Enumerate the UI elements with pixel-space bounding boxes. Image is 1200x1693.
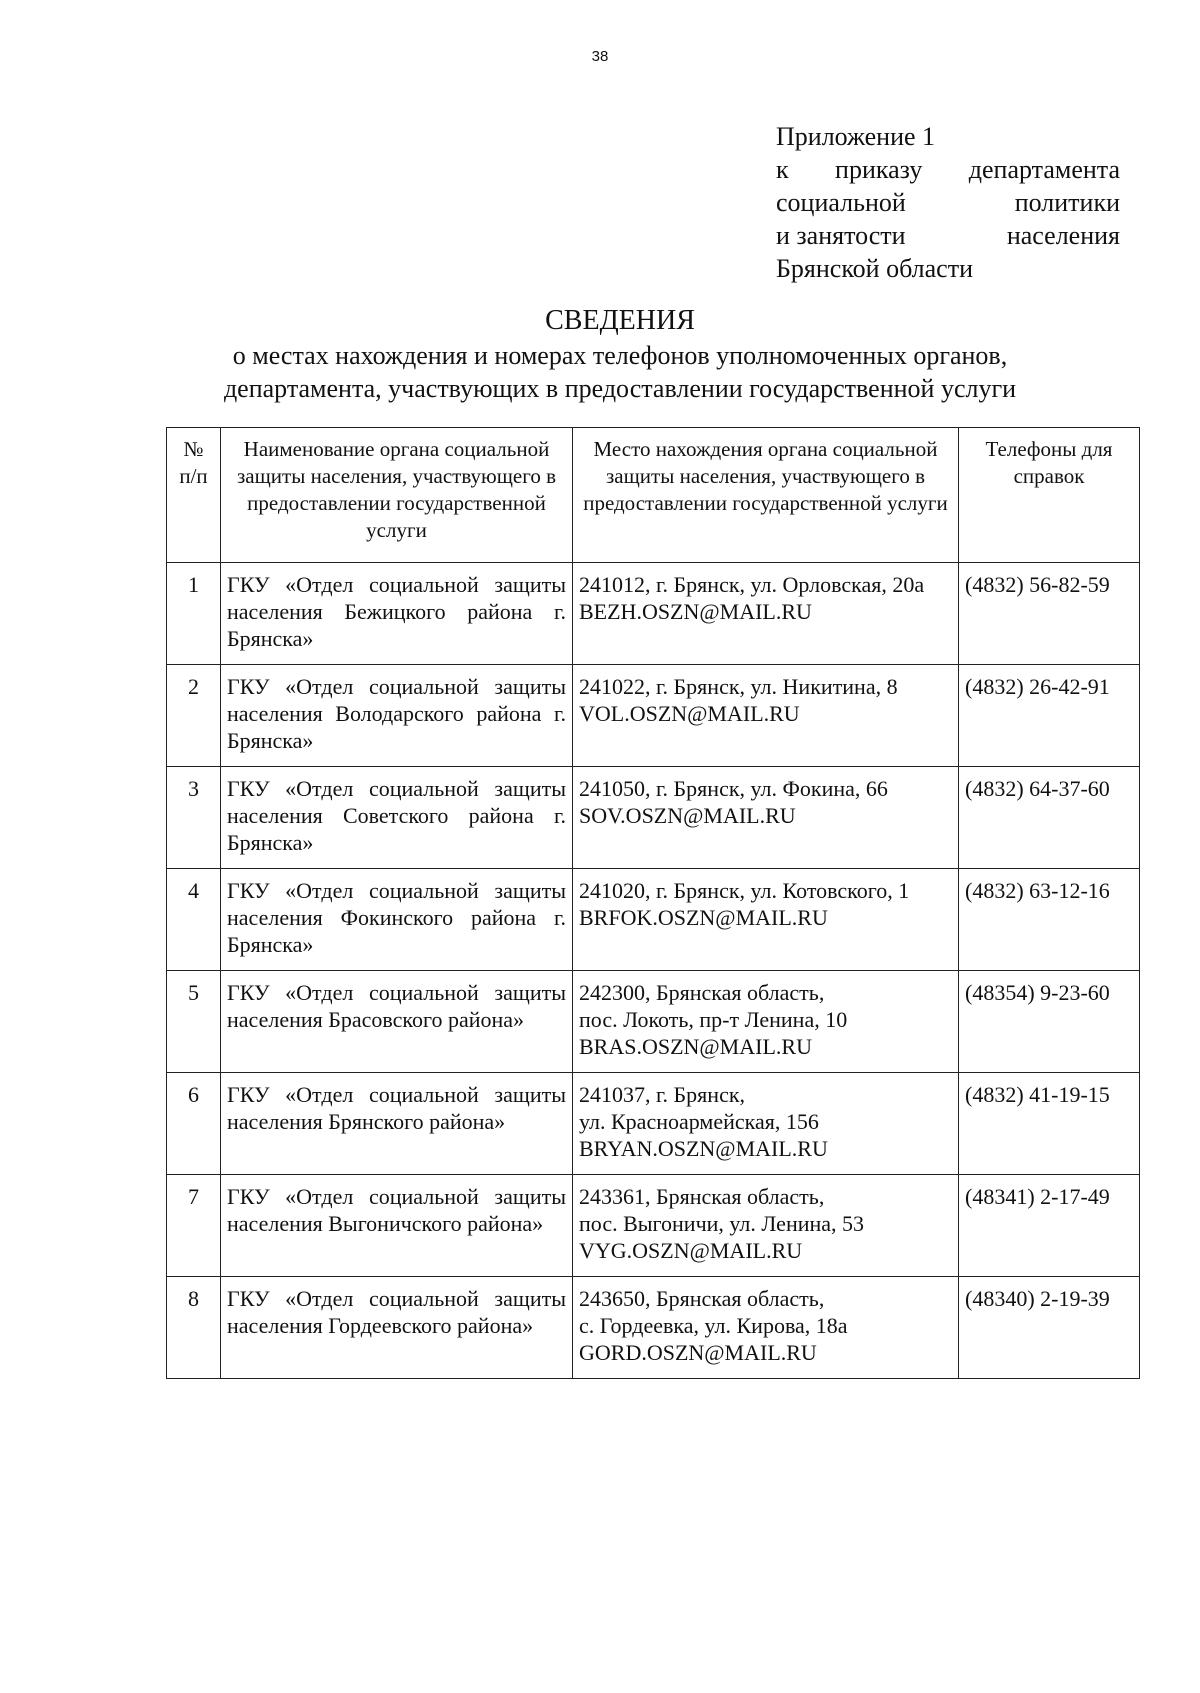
row-num: 4 (167, 869, 221, 971)
office-name: ГКУ «Отдел социальной защиты населения Советского района г. Брянска» (221, 767, 573, 869)
office-location (573, 971, 959, 1073)
office-email: VOL.OSZN@MAIL.RU (579, 701, 800, 726)
row-num: 7 (167, 1175, 221, 1277)
office-address: 241020, г. Брянск, ул. Котовского, 1 (579, 878, 910, 903)
office-email: VYG.OSZN@MAIL.RU (579, 1238, 803, 1263)
row-num: 3 (167, 767, 221, 869)
office-address-line-1: 243361, Брянская область, (579, 1184, 825, 1209)
header-num: № п/п (167, 428, 221, 563)
office-phone: (4832) 64-37-60 (959, 767, 1140, 869)
office-address-line-1: 242300, Брянская область, (579, 980, 825, 1005)
office-address-line-2: с. Гордеевка, ул. Кирова, 18а (579, 1313, 848, 1338)
office-name: ГКУ «Отдел социальной защиты населения Володарского района г. Брянска» (221, 665, 573, 767)
office-address-line-2: пос. Локоть, пр-т Ленина, 10 (579, 1007, 848, 1032)
table-row (167, 767, 1140, 869)
office-name: ГКУ «Отдел социальной защиты населения Бежицкого района г. Брянска» (221, 563, 573, 665)
office-address-line-2: пос. Выгоничи, ул. Ленина, 53 (579, 1211, 865, 1236)
appendix-line-4-right: населения (1006, 221, 1120, 250)
office-phone: (4832) 63-12-16 (959, 869, 1140, 971)
office-address: 241012, г. Брянск, ул. Орловская, 20а (579, 572, 925, 597)
office-location (573, 1073, 959, 1175)
office-phone: (4832) 41-19-15 (959, 1073, 1140, 1175)
office-name: ГКУ «Отдел социальной защиты населения Брасовского района» (221, 971, 573, 1073)
document-subtitle-line-1: о местах нахождения и номерах телефонов уполномоченных органов, (232, 341, 1008, 370)
document-subtitle-line-2: департамента, участвующих в предоставлении государственной услуги (223, 374, 1017, 403)
office-phone: (4832) 56-82-59 (959, 563, 1140, 665)
table-row (167, 665, 1140, 767)
page-number: 38 (591, 48, 609, 65)
office-address-line-2: ул. Красноармейская, 156 (579, 1109, 819, 1134)
appendix-title: Приложение 1 (776, 122, 936, 151)
row-num: 8 (167, 1277, 221, 1379)
header-location: Место нахождения органа социальной защиты населения, участвующего в предоставлении государственной услуги (573, 428, 959, 563)
office-email: GORD.OSZN@MAIL.RU (579, 1340, 817, 1365)
appendix-block (776, 120, 1120, 285)
office-address: 241050, г. Брянск, ул. Фокина, 66 (579, 776, 888, 801)
table-row (167, 971, 1140, 1073)
office-address: 241022, г. Брянск, ул. Никитина, 8 (579, 674, 898, 699)
office-name: ГКУ «Отдел социальной защиты населения Гордеевского района» (221, 1277, 573, 1379)
row-num: 1 (167, 563, 221, 665)
appendix-line-3-right: политики (1014, 188, 1120, 217)
office-name: ГКУ «Отдел социальной защиты населения Выгоничского района» (221, 1175, 573, 1277)
office-phone: (4832) 26-42-91 (959, 665, 1140, 767)
header-name: Наименование органа социальной защиты населения, участвующего в предоставлении государственной услуги (221, 428, 573, 563)
appendix-line-4 (776, 219, 1120, 252)
office-email: BRAS.OSZN@MAIL.RU (579, 1034, 812, 1059)
table-row (167, 869, 1140, 971)
office-location (573, 563, 959, 665)
office-phone: (48340) 2-19-39 (959, 1277, 1140, 1379)
office-name: ГКУ «Отдел социальной защиты населения Брянского района» (221, 1073, 573, 1175)
table-row (167, 1073, 1140, 1175)
header-phones: Телефоны для справок (959, 428, 1140, 563)
office-location (573, 767, 959, 869)
appendix-line-2-right: департамента (968, 155, 1120, 184)
appendix-line-5: Брянской области (776, 254, 973, 283)
office-location (573, 1175, 959, 1277)
offices-table (166, 427, 1140, 1379)
office-location (573, 665, 959, 767)
table-row (167, 563, 1140, 665)
row-num: 5 (167, 971, 221, 1073)
document-title: СВЕДЕНИЯ (545, 305, 695, 336)
office-phone: (48354) 9-23-60 (959, 971, 1140, 1073)
office-address-line-1: 243650, Брянская область, (579, 1286, 825, 1311)
table-row (167, 1175, 1140, 1277)
row-num: 2 (167, 665, 221, 767)
appendix-line-2 (776, 153, 1120, 186)
row-num: 6 (167, 1073, 221, 1175)
office-email: BRFOK.OSZN@MAIL.RU (579, 905, 828, 930)
appendix-line-2-left: к (776, 155, 789, 184)
heading-block (120, 303, 1120, 405)
office-address-line-1: 241037, г. Брянск, (579, 1082, 746, 1107)
appendix-line-3-left: социальной (776, 188, 906, 217)
appendix-line-4-left: и занятости (776, 221, 906, 250)
office-email: BRYAN.OSZN@MAIL.RU (579, 1136, 828, 1161)
office-location (573, 869, 959, 971)
office-location (573, 1277, 959, 1379)
office-phone: (48341) 2-17-49 (959, 1175, 1140, 1277)
table-header-row (167, 428, 1140, 563)
appendix-line-2-mid: приказу (835, 155, 923, 184)
office-name: ГКУ «Отдел социальной защиты населения Фокинского района г. Брянска» (221, 869, 573, 971)
appendix-line-3 (776, 186, 1120, 219)
office-email: BEZH.OSZN@MAIL.RU (579, 599, 812, 624)
table-row (167, 1277, 1140, 1379)
office-email: SOV.OSZN@MAIL.RU (579, 803, 796, 828)
